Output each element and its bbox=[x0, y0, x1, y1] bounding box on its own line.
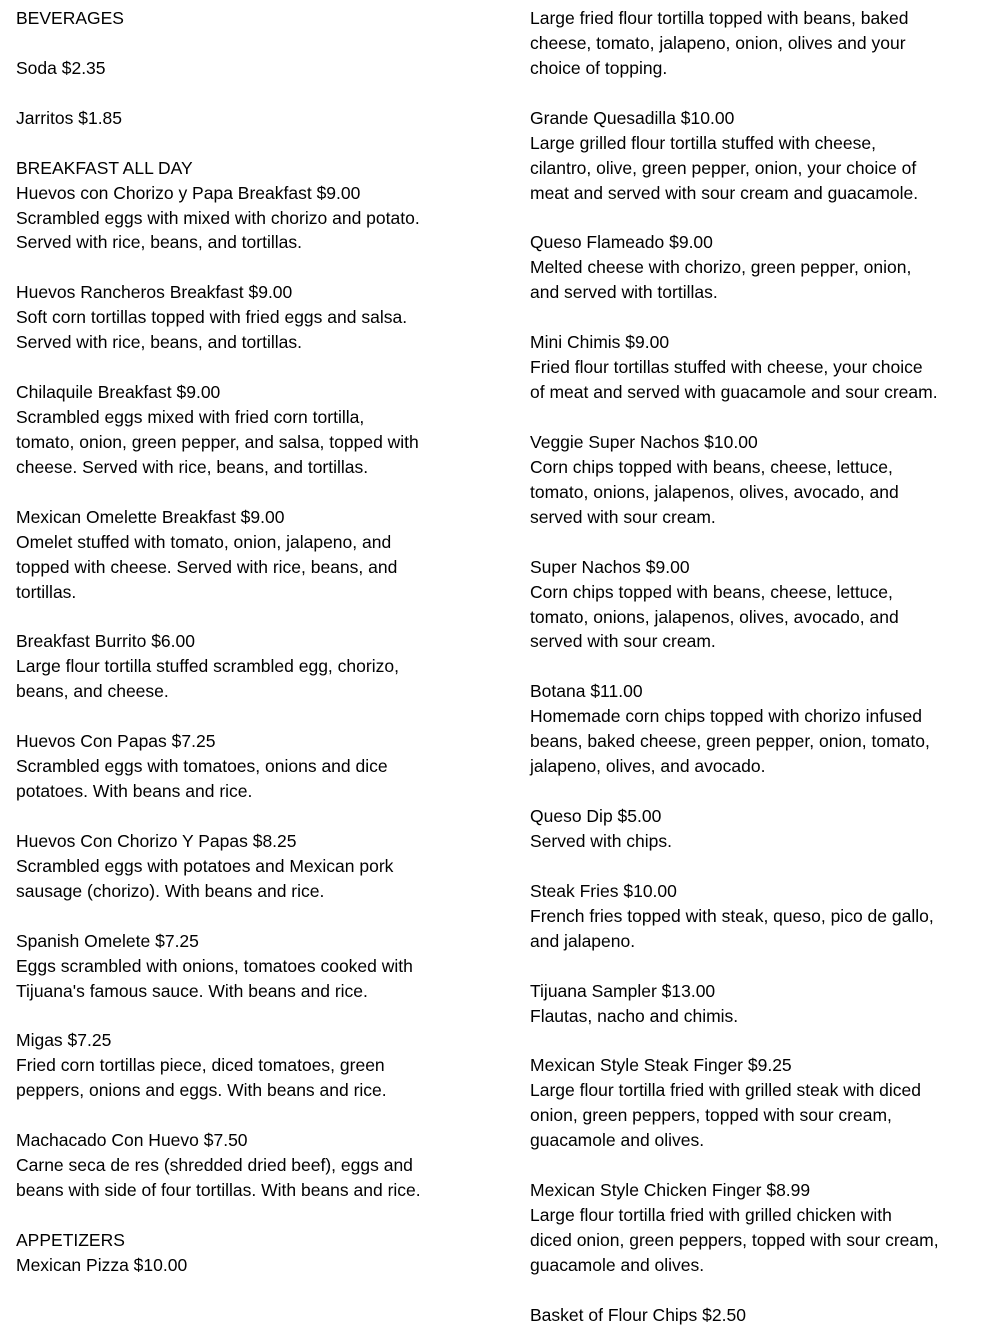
menu-item-description: onion, green peppers, topped with sour cream, bbox=[530, 1105, 892, 1126]
menu-item-description: Scrambled eggs mixed with fried corn tortilla, bbox=[16, 407, 365, 427]
menu-item-description: Melted cheese with chorizo, green pepper, onion, bbox=[530, 257, 912, 278]
menu-item-description: peppers, onions and eggs. With beans and rice. bbox=[16, 1080, 387, 1101]
menu-item-description: Carne seca de res (shredded dried beef), eggs and bbox=[16, 1155, 413, 1176]
spacer bbox=[16, 1004, 506, 1029]
spacer bbox=[16, 704, 506, 729]
menu-item-description: beans, and cheese. bbox=[16, 681, 169, 702]
menu-item-description: Scrambled eggs with potatoes and Mexican pork bbox=[16, 855, 394, 876]
spacer bbox=[16, 804, 506, 829]
menu-item-description: Omelet stuffed with tomato, onion, jalapeno, and bbox=[16, 531, 392, 552]
menu-item-description: Corn chips topped with beans, cheese, lettuce, bbox=[530, 581, 893, 602]
menu-item-title: Breakfast Burrito $6.00 bbox=[16, 631, 195, 652]
menu-item-description: Fried flour tortillas stuffed with cheese, your choice bbox=[530, 357, 923, 378]
section-heading: BREAKFAST ALL DAY bbox=[16, 157, 193, 178]
menu-item-description: Large flour tortilla fried with grilled chicken with bbox=[530, 1205, 892, 1225]
menu-item-description: Tijuana's famous sauce. With beans and rice. bbox=[16, 980, 368, 1001]
menu-item-description: Scrambled eggs with mixed with chorizo and potato. bbox=[16, 207, 420, 228]
menu-item-description: Soft corn tortillas topped with fried eggs and salsa. bbox=[16, 307, 408, 328]
spacer bbox=[530, 954, 995, 979]
menu-item-description: French fries topped with steak, queso, pico de gallo, bbox=[530, 905, 934, 926]
spacer bbox=[530, 81, 995, 106]
spacer bbox=[16, 605, 506, 630]
menu-item-description: cheese. Served with rice, beans, and tortillas. bbox=[16, 456, 369, 477]
menu-item-description: tomato, onion, green pepper, and salsa, topped with bbox=[16, 431, 419, 452]
menu-item-description: choice of topping. bbox=[530, 57, 668, 78]
menu-item-description: sausage (chorizo). With beans and rice. bbox=[16, 880, 325, 901]
menu-item-description: Large fried flour tortilla topped with beans, baked bbox=[530, 8, 909, 28]
menu-item-description: Large flour tortilla fried with grilled steak with diced bbox=[530, 1080, 922, 1101]
menu-item-title: Basket of Flour Chips $2.50 bbox=[530, 1304, 746, 1325]
spacer bbox=[16, 131, 506, 156]
menu-item-description: Fried corn tortillas piece, diced tomatoes, green bbox=[16, 1055, 385, 1076]
menu-item-description: Served with rice, beans, and tortillas. bbox=[16, 332, 302, 353]
menu-item-title: Steak Fries $10.00 bbox=[530, 880, 677, 901]
menu-item-description: topped with cheese. Served with rice, beans, and bbox=[16, 556, 398, 577]
menu-item-description: Served with chips. bbox=[530, 830, 673, 851]
menu-item-title: Mexican Omelette Breakfast $9.00 bbox=[16, 506, 285, 527]
menu-item-title: Huevos con Chorizo y Papa Breakfast $9.00 bbox=[16, 182, 361, 203]
spacer bbox=[16, 904, 506, 929]
menu-item-description: guacamole and olives. bbox=[530, 1130, 705, 1151]
menu-item-description: diced onion, green peppers, topped with sour cream, bbox=[530, 1229, 939, 1250]
spacer bbox=[530, 854, 995, 879]
menu-item-title: Tijuana Sampler $13.00 bbox=[530, 980, 716, 1001]
menu-item-description: beans, baked cheese, green pepper, onion, tomato, bbox=[530, 731, 930, 752]
menu-item-title: Mexican Style Steak Finger $9.25 bbox=[530, 1055, 792, 1076]
menu-item-description: served with sour cream. bbox=[530, 506, 716, 527]
menu-item-description: Scrambled eggs with tomatoes, onions and dice bbox=[16, 756, 388, 777]
spacer bbox=[16, 31, 506, 56]
spacer bbox=[16, 480, 506, 505]
spacer bbox=[16, 355, 506, 380]
menu-item-title: Queso Dip $5.00 bbox=[530, 806, 662, 826]
menu-item-title: Veggie Super Nachos $10.00 bbox=[530, 431, 758, 452]
spacer bbox=[530, 530, 995, 555]
menu-item-title: Soda $2.35 bbox=[16, 57, 106, 78]
menu-item-description: Large grilled flour tortilla stuffed with cheese, bbox=[530, 132, 876, 153]
spacer bbox=[530, 654, 995, 679]
menu-item-title: Huevos Con Chorizo Y Papas $8.25 bbox=[16, 830, 297, 851]
menu-item-description: guacamole and olives. bbox=[530, 1254, 705, 1275]
spacer bbox=[530, 1278, 995, 1303]
menu-item-description: and served with tortillas. bbox=[530, 282, 718, 303]
menu-item-title: Grande Quesadilla $10.00 bbox=[530, 107, 735, 128]
menu-column-left bbox=[16, 6, 506, 1278]
spacer bbox=[530, 1153, 995, 1178]
menu-column-right bbox=[530, 6, 995, 1328]
spacer bbox=[16, 81, 506, 106]
menu-item-description: jalapeno, olives, and avocado. bbox=[530, 756, 766, 777]
menu-item-title: Migas $7.25 bbox=[16, 1030, 112, 1051]
menu-item-description: Large flour tortilla stuffed scrambled egg, chorizo, bbox=[16, 656, 399, 677]
section-heading: APPETIZERS bbox=[16, 1229, 125, 1250]
menu-item-description: cilantro, olive, green pepper, onion, your choice of bbox=[530, 157, 917, 178]
menu-item-description: Corn chips topped with beans, cheese, lettuce, bbox=[530, 456, 893, 477]
menu-item-title: Mexican Pizza $10.00 bbox=[16, 1254, 188, 1275]
menu-item-description: beans with side of four tortillas. With beans and rice. bbox=[16, 1180, 421, 1201]
menu-item-title: Chilaquile Breakfast $9.00 bbox=[16, 382, 221, 403]
menu-item-title: Mini Chimis $9.00 bbox=[530, 332, 670, 353]
menu-item-description: tomato, onions, jalapenos, olives, avocado, and bbox=[530, 481, 899, 502]
menu-item-description: served with sour cream. bbox=[530, 631, 716, 652]
spacer bbox=[530, 305, 995, 330]
menu-item-title: Queso Flameado $9.00 bbox=[530, 232, 713, 253]
spacer bbox=[530, 779, 995, 804]
menu-item-title: Machacado Con Huevo $7.50 bbox=[16, 1130, 248, 1151]
spacer bbox=[16, 1203, 506, 1228]
menu-item-description: meat and served with sour cream and guacamole. bbox=[530, 182, 919, 203]
menu-item-title: Super Nachos $9.00 bbox=[530, 556, 690, 577]
section-heading: BEVERAGES bbox=[16, 8, 124, 28]
menu-item-description: Flautas, nacho and chimis. bbox=[530, 1005, 739, 1026]
menu-item-title: Spanish Omelete $7.25 bbox=[16, 930, 199, 951]
menu-item-description: potatoes. With beans and rice. bbox=[16, 781, 253, 802]
menu-item-description: of meat and served with guacamole and sour cream. bbox=[530, 382, 938, 403]
menu-item-description: Served with rice, beans, and tortillas. bbox=[16, 232, 302, 253]
spacer bbox=[16, 1103, 506, 1128]
menu-item-title: Mexican Style Chicken Finger $8.99 bbox=[530, 1180, 811, 1201]
spacer bbox=[530, 405, 995, 430]
menu-item-title: Jarritos $1.85 bbox=[16, 107, 123, 128]
menu-item-title: Huevos Rancheros Breakfast $9.00 bbox=[16, 282, 293, 303]
menu-item-description: tomato, onions, jalapenos, olives, avocado, and bbox=[530, 606, 899, 627]
spacer bbox=[16, 255, 506, 280]
spacer bbox=[530, 1028, 995, 1053]
menu-item-title: Botana $11.00 bbox=[530, 681, 643, 702]
spacer bbox=[530, 206, 995, 231]
menu-item-title: Huevos Con Papas $7.25 bbox=[16, 731, 216, 752]
menu-item-description: cheese, tomato, jalapeno, onion, olives and your bbox=[530, 32, 906, 53]
menu-item-description: and jalapeno. bbox=[530, 930, 636, 951]
menu-item-description: Eggs scrambled with onions, tomatoes cooked with bbox=[16, 955, 413, 976]
menu-item-description: Homemade corn chips topped with chorizo infused bbox=[530, 706, 923, 727]
menu-item-description: tortillas. bbox=[16, 581, 77, 602]
